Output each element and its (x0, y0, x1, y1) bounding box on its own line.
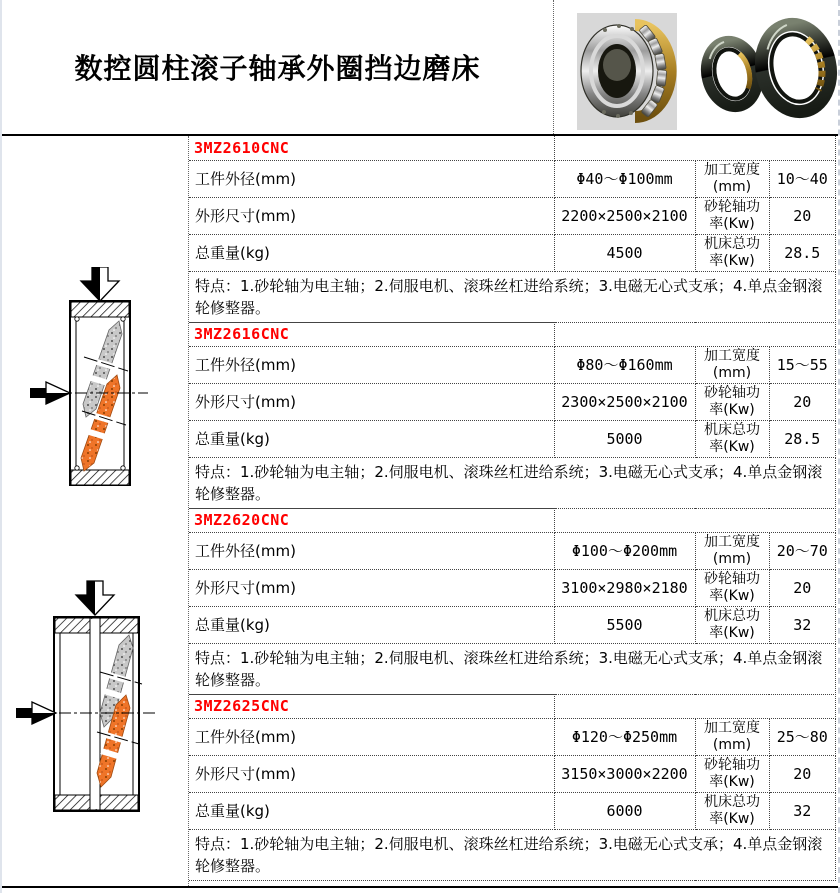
spec-value: 5000 (554, 420, 695, 457)
spec-subvalue: 32 (769, 606, 836, 643)
bearing-rings-image (700, 8, 838, 128)
product-table-3mz2610 (189, 136, 836, 323)
title-cell (2, 0, 554, 134)
spec-label: 外形尺寸(mm) (189, 197, 554, 234)
spec-label: 总重量(kg) (189, 606, 554, 643)
spec-sublabel: 加工宽度(mm) (695, 532, 769, 569)
down-arrow-icon (76, 581, 114, 615)
spec-subvalue: 20 (769, 755, 836, 792)
spec-value: Φ100～Φ200mm (554, 532, 695, 569)
spec-value: Φ120～Φ250mm (554, 718, 695, 755)
spec-label: 外形尺寸(mm) (189, 383, 554, 420)
spec-value: 5500 (554, 606, 695, 643)
spec-subvalue: 28.5 (769, 420, 836, 457)
center-rib-slot (90, 619, 100, 809)
spec-value: Φ40～Φ100mm (554, 160, 695, 197)
spec-subvalue: 20 (769, 383, 836, 420)
features-text: 特点：1.砂轮轴为电主轴；2.伺服电机、滚珠丝杠进给系统；3.电磁无心式支承；4.单点金钢滚轮修整器。 (189, 643, 836, 694)
spec-sublabel: 砂轮轴功率(Kw) (695, 755, 769, 792)
product-table-3mz2620 (189, 508, 836, 695)
left-arrow-icon (16, 702, 56, 724)
spec-sublabel: 机床总功率(Kw) (695, 420, 769, 457)
bearing-photo-outer-rings (700, 8, 838, 128)
down-arrow-icon (81, 267, 119, 301)
spec-value: 4500 (554, 234, 695, 271)
spec-label: 外形尺寸(mm) (189, 569, 554, 606)
spec-value: Φ80～Φ160mm (554, 346, 695, 383)
spec-label: 工件外径(mm) (189, 346, 554, 383)
grinding-section-diagram-1 (30, 267, 175, 489)
features-text: 特点：1.砂轮轴为电主轴；2.伺服电机、滚珠丝杠进给系统；3.电磁无心式支承；4.单点金钢滚轮修整器。 (189, 829, 836, 880)
spec-value: 3150×3000×2200 (554, 755, 695, 792)
model-name: 3MZ2625CNC (189, 694, 554, 718)
roller-bearing-image (577, 13, 677, 130)
diagram-column (2, 136, 189, 886)
model-name: 3MZ2616CNC (189, 322, 554, 346)
large-bearing-ring (754, 18, 838, 118)
spec-subvalue: 20～70 (769, 532, 836, 569)
spec-label: 总重量(kg) (189, 420, 554, 457)
page-header (2, 0, 838, 136)
spec-subvalue: 28.5 (769, 234, 836, 271)
features-text: 特点：1.砂轮轴为电主轴；2.伺服电机、滚珠丝杠进给系统；3.电磁无心式支承；4.单点金钢滚轮修整器。 (189, 271, 836, 322)
spec-label: 工件外径(mm) (189, 160, 554, 197)
spec-value: 3100×2980×2180 (554, 569, 695, 606)
model-name: 3MZ2610CNC (189, 136, 554, 160)
small-bearing-ring (700, 36, 764, 112)
spec-value: 2300×2500×2100 (554, 383, 695, 420)
features-text: 特点：1.砂轮轴为电主轴；2.伺服电机、滚珠丝杠进给系统；3.电磁无心式支承；4.单点金钢滚轮修整器。 (189, 457, 836, 508)
model-row-spacer (554, 508, 836, 532)
grinding-section-diagram-2 (16, 575, 166, 827)
spec-sublabel: 砂轮轴功率(Kw) (695, 569, 769, 606)
spec-label: 工件外径(mm) (189, 532, 554, 569)
spec-label: 总重量(kg) (189, 234, 554, 271)
hatched-bottom-wall (71, 470, 129, 485)
spec-sublabel: 加工宽度(mm) (695, 160, 769, 197)
page-body (2, 136, 838, 888)
bearing-bore-shade (603, 49, 631, 81)
spec-sublabel: 机床总功率(Kw) (695, 234, 769, 271)
spec-sublabel: 机床总功率(Kw) (695, 792, 769, 829)
model-row-spacer (554, 136, 836, 160)
spec-subvalue: 20 (769, 569, 836, 606)
model-name: 3MZ2620CNC (189, 508, 554, 532)
spec-label: 工件外径(mm) (189, 718, 554, 755)
model-row-spacer (554, 322, 836, 346)
left-arrow-icon (30, 382, 70, 404)
bearing-photo-roller-assembly (577, 13, 677, 130)
spec-sublabel: 加工宽度(mm) (695, 718, 769, 755)
spec-subvalue: 25～80 (769, 718, 836, 755)
photo-area (554, 0, 838, 134)
spec-sublabel: 加工宽度(mm) (695, 346, 769, 383)
spec-subvalue: 10～40 (769, 160, 836, 197)
spec-label: 总重量(kg) (189, 792, 554, 829)
product-table-3mz2625 (189, 694, 836, 881)
spec-tables (189, 136, 836, 886)
hatched-top-wall (71, 302, 129, 317)
spec-sublabel: 砂轮轴功率(Kw) (695, 383, 769, 420)
spec-subvalue: 32 (769, 792, 836, 829)
spec-sublabel: 砂轮轴功率(Kw) (695, 197, 769, 234)
spec-label: 外形尺寸(mm) (189, 755, 554, 792)
spec-sublabel: 机床总功率(Kw) (695, 606, 769, 643)
spec-value: 6000 (554, 792, 695, 829)
product-table-3mz2616 (189, 322, 836, 509)
spec-subvalue: 15～55 (769, 346, 836, 383)
spec-subvalue: 20 (769, 197, 836, 234)
spec-value: 2200×2500×2100 (554, 197, 695, 234)
model-row-spacer (554, 694, 836, 718)
page-title: 数控圆柱滚子轴承外圈挡边磨床 (74, 52, 481, 85)
